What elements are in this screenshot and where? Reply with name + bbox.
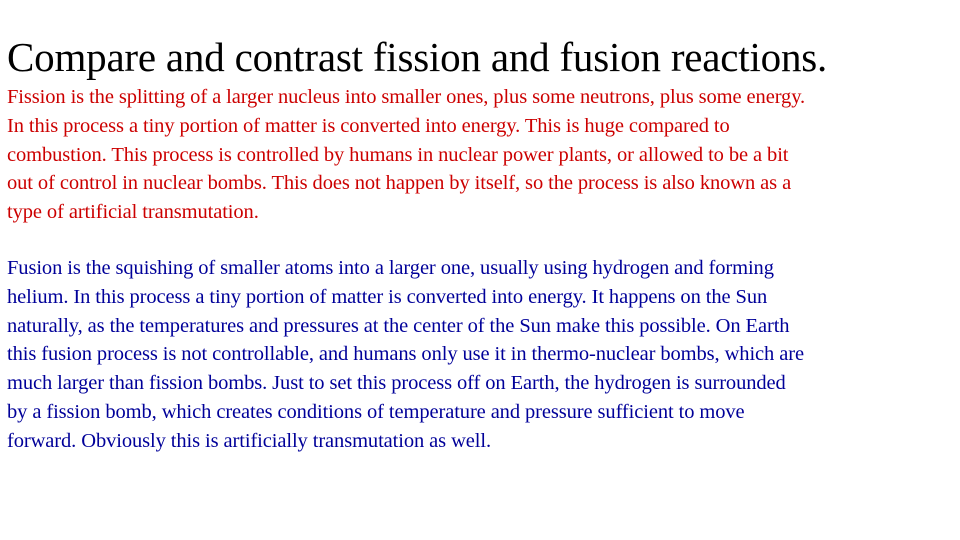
fusion-line: by a fission bomb, which creates conditions of temperature and pressure sufficient to move: [7, 400, 745, 423]
fission-line: Fission is the splitting of a larger nucleus into smaller ones, plus some neutrons, plus some energy.: [7, 86, 806, 108]
slide-title: Compare and contrast fission and fusion reactions.: [7, 34, 828, 80]
fusion-line: much larger than fission bombs. Just to set this process off on Earth, the hydrogen is surrounded: [7, 372, 786, 395]
fission-paragraph: [7, 83, 805, 227]
fusion-line: helium. In this process a tiny portion of matter is converted into energy. It happens on the Sun: [7, 285, 768, 308]
fission-line: combustion. This process is controlled by humans in nuclear power plants, or allowed to be a bit: [7, 143, 789, 166]
fusion-paragraph: [7, 254, 804, 456]
fusion-line: forward. Obviously this is artificially transmutation as well.: [7, 429, 491, 452]
fission-line: out of control in nuclear bombs. This does not happen by itself, so the process is also known as a: [7, 172, 792, 195]
fusion-line: naturally, as the temperatures and pressures at the center of the Sun make this possible. On Earth: [7, 314, 790, 337]
fission-line: type of artificial transmutation.: [7, 201, 259, 224]
fusion-line: Fusion is the squishing of smaller atoms into a larger one, usually using hydrogen and forming: [7, 257, 774, 279]
fission-line: In this process a tiny portion of matter is converted into energy. This is huge compared to: [7, 114, 730, 137]
fusion-line: this fusion process is not controllable, and humans only use it in thermo-nuclear bombs, which are: [7, 343, 804, 366]
